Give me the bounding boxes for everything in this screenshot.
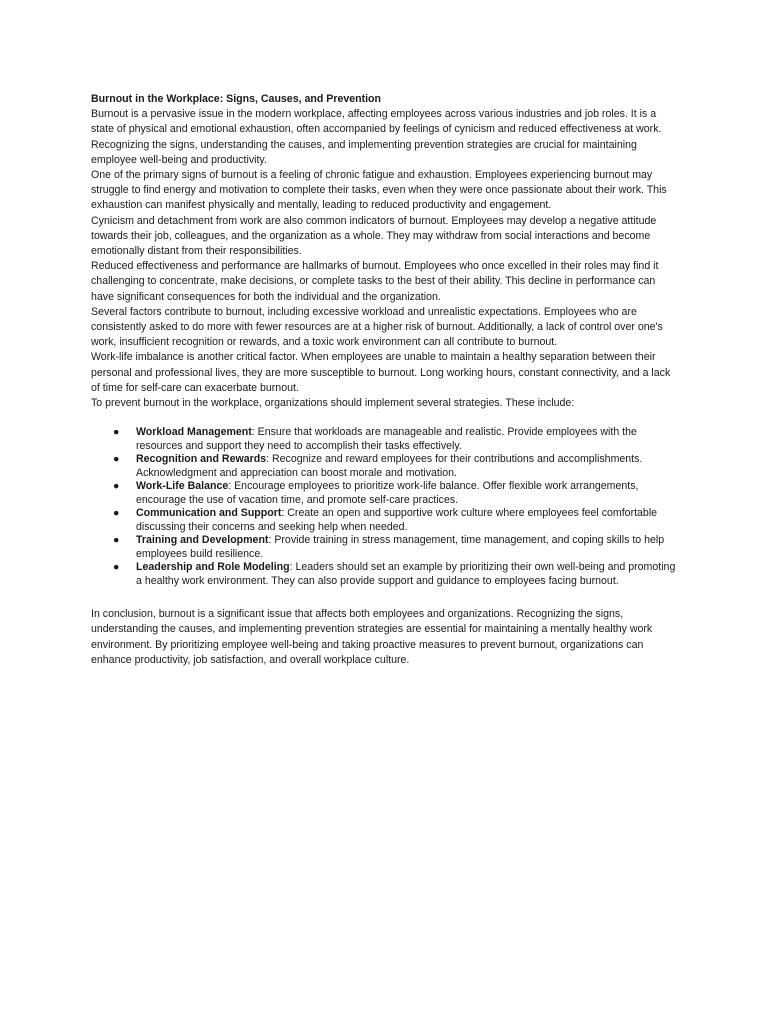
bullet-icon: ● <box>113 507 120 520</box>
bullet-icon: ● <box>113 534 120 547</box>
bullet-icon: ● <box>113 453 120 466</box>
strategy-list <box>91 426 681 588</box>
list-item <box>91 480 681 507</box>
paragraph-intro: Burnout is a pervasive issue in the modern workplace, affecting employees across various industries and job roles. It is a state of physical and emotional exhaustion, often accompanied by feelings of cynicism and reduced effectiveness at work. Recognizing the signs, understanding the causes, and implementing prevention strategies are crucial for maintaining employee well-being and productivity. <box>91 108 662 166</box>
paragraph-cynicism: Cynicism and detachment from work are also common indicators of burnout. Employees may develop a negative attitude towards their job, colleagues, and the organization as a whole. They may withdraw from social interactions and become emotionally distant from their responsibilities. <box>91 214 657 258</box>
list-item <box>91 426 681 453</box>
document-title: Burnout in the Workplace: Signs, Causes, and Prevention <box>91 93 382 105</box>
paragraph-fatigue: One of the primary signs of burnout is a feeling of chronic fatigue and exhaustion. Employees experiencing burnout may struggle to find energy and motivation to complete their tasks, even when they were once passionate about their work. This exhaustion can manifest physically and mentally, leading to reduced productivity and engagement. <box>91 169 667 212</box>
strategy-text: : Leaders should set an example by prioritizing their own well-being and promoting a healthy work environment. They can also provide support and guidance to employees facing burnout. <box>136 561 676 587</box>
bullet-icon: ● <box>113 561 120 574</box>
strategy-heading: Communication and Support <box>136 507 282 520</box>
strategy-heading: Leadership and Role Modeling <box>136 561 290 574</box>
list-item <box>91 507 681 534</box>
list-item <box>91 561 681 588</box>
strategy-text: : Ensure that workloads are manageable and realistic. Provide employees with the resources and support they need to accomplish their tasks effectively. <box>136 426 637 452</box>
strategy-heading: Workload Management <box>136 426 252 439</box>
paragraph-prevention-intro: To prevent burnout in the workplace, organizations should implement several strategies. These include: <box>91 397 575 410</box>
strategy-heading: Training and Development <box>136 534 269 547</box>
strategy-heading: Recognition and Rewards <box>136 453 267 466</box>
list-item <box>91 534 681 561</box>
list-item <box>91 453 681 480</box>
document-page <box>91 92 681 668</box>
bullet-icon: ● <box>113 480 120 493</box>
strategy-heading: Work-Life Balance <box>136 480 229 493</box>
paragraph-work-life: Work-life imbalance is another critical factor. When employees are unable to maintain a healthy separation between their personal and professional lives, they are more susceptible to burnout. Long working hours, constant connectivity, and a lack of time for self-care can exacerbate burnout. <box>91 351 671 394</box>
paragraph-effectiveness: Reduced effectiveness and performance are hallmarks of burnout. Employees who once excelled in their roles may find it challenging to concentrate, make decisions, or complete tasks to the best of their ability. This decline in performance can have significant consequences for both the individual and the organization. <box>91 260 659 303</box>
strategy-text: : Encourage employees to prioritize work-life balance. Offer flexible work arrangements, encourage the use of vacation time, and promote self-care practices. <box>136 480 639 506</box>
bullet-icon: ● <box>113 426 120 439</box>
strategy-text: : Create an open and supportive work culture where employees feel comfortable discussing their concerns and seeking help when needed. <box>136 507 658 533</box>
paragraph-factors: Several factors contribute to burnout, including excessive workload and unrealistic expectations. Employees who are consistently asked to do more with fewer resources are at a higher risk of burnout. Additionally, a lack of control over one's work, insufficient recognition or rewards, and a toxic work environment can all contribute to burnout. <box>91 305 663 349</box>
paragraph-conclusion: In conclusion, burnout is a significant issue that affects both employees and organizations. Recognizing the signs, understanding the causes, and implementing prevention strategies are essential for maintaining a mentally healthy work environment. By prioritizing employee well-being and taking proactive measures to prevent burnout, organizations can enhance productivity, job satisfaction, and overall workplace culture. <box>91 608 653 666</box>
strategy-text: : Recognize and reward employees for their contributions and accomplishments. Acknowledgment and appreciation can boost morale and motivation. <box>136 453 643 479</box>
strategy-text: : Provide training in stress management, time management, and coping skills to help employees build resilience. <box>136 534 665 560</box>
